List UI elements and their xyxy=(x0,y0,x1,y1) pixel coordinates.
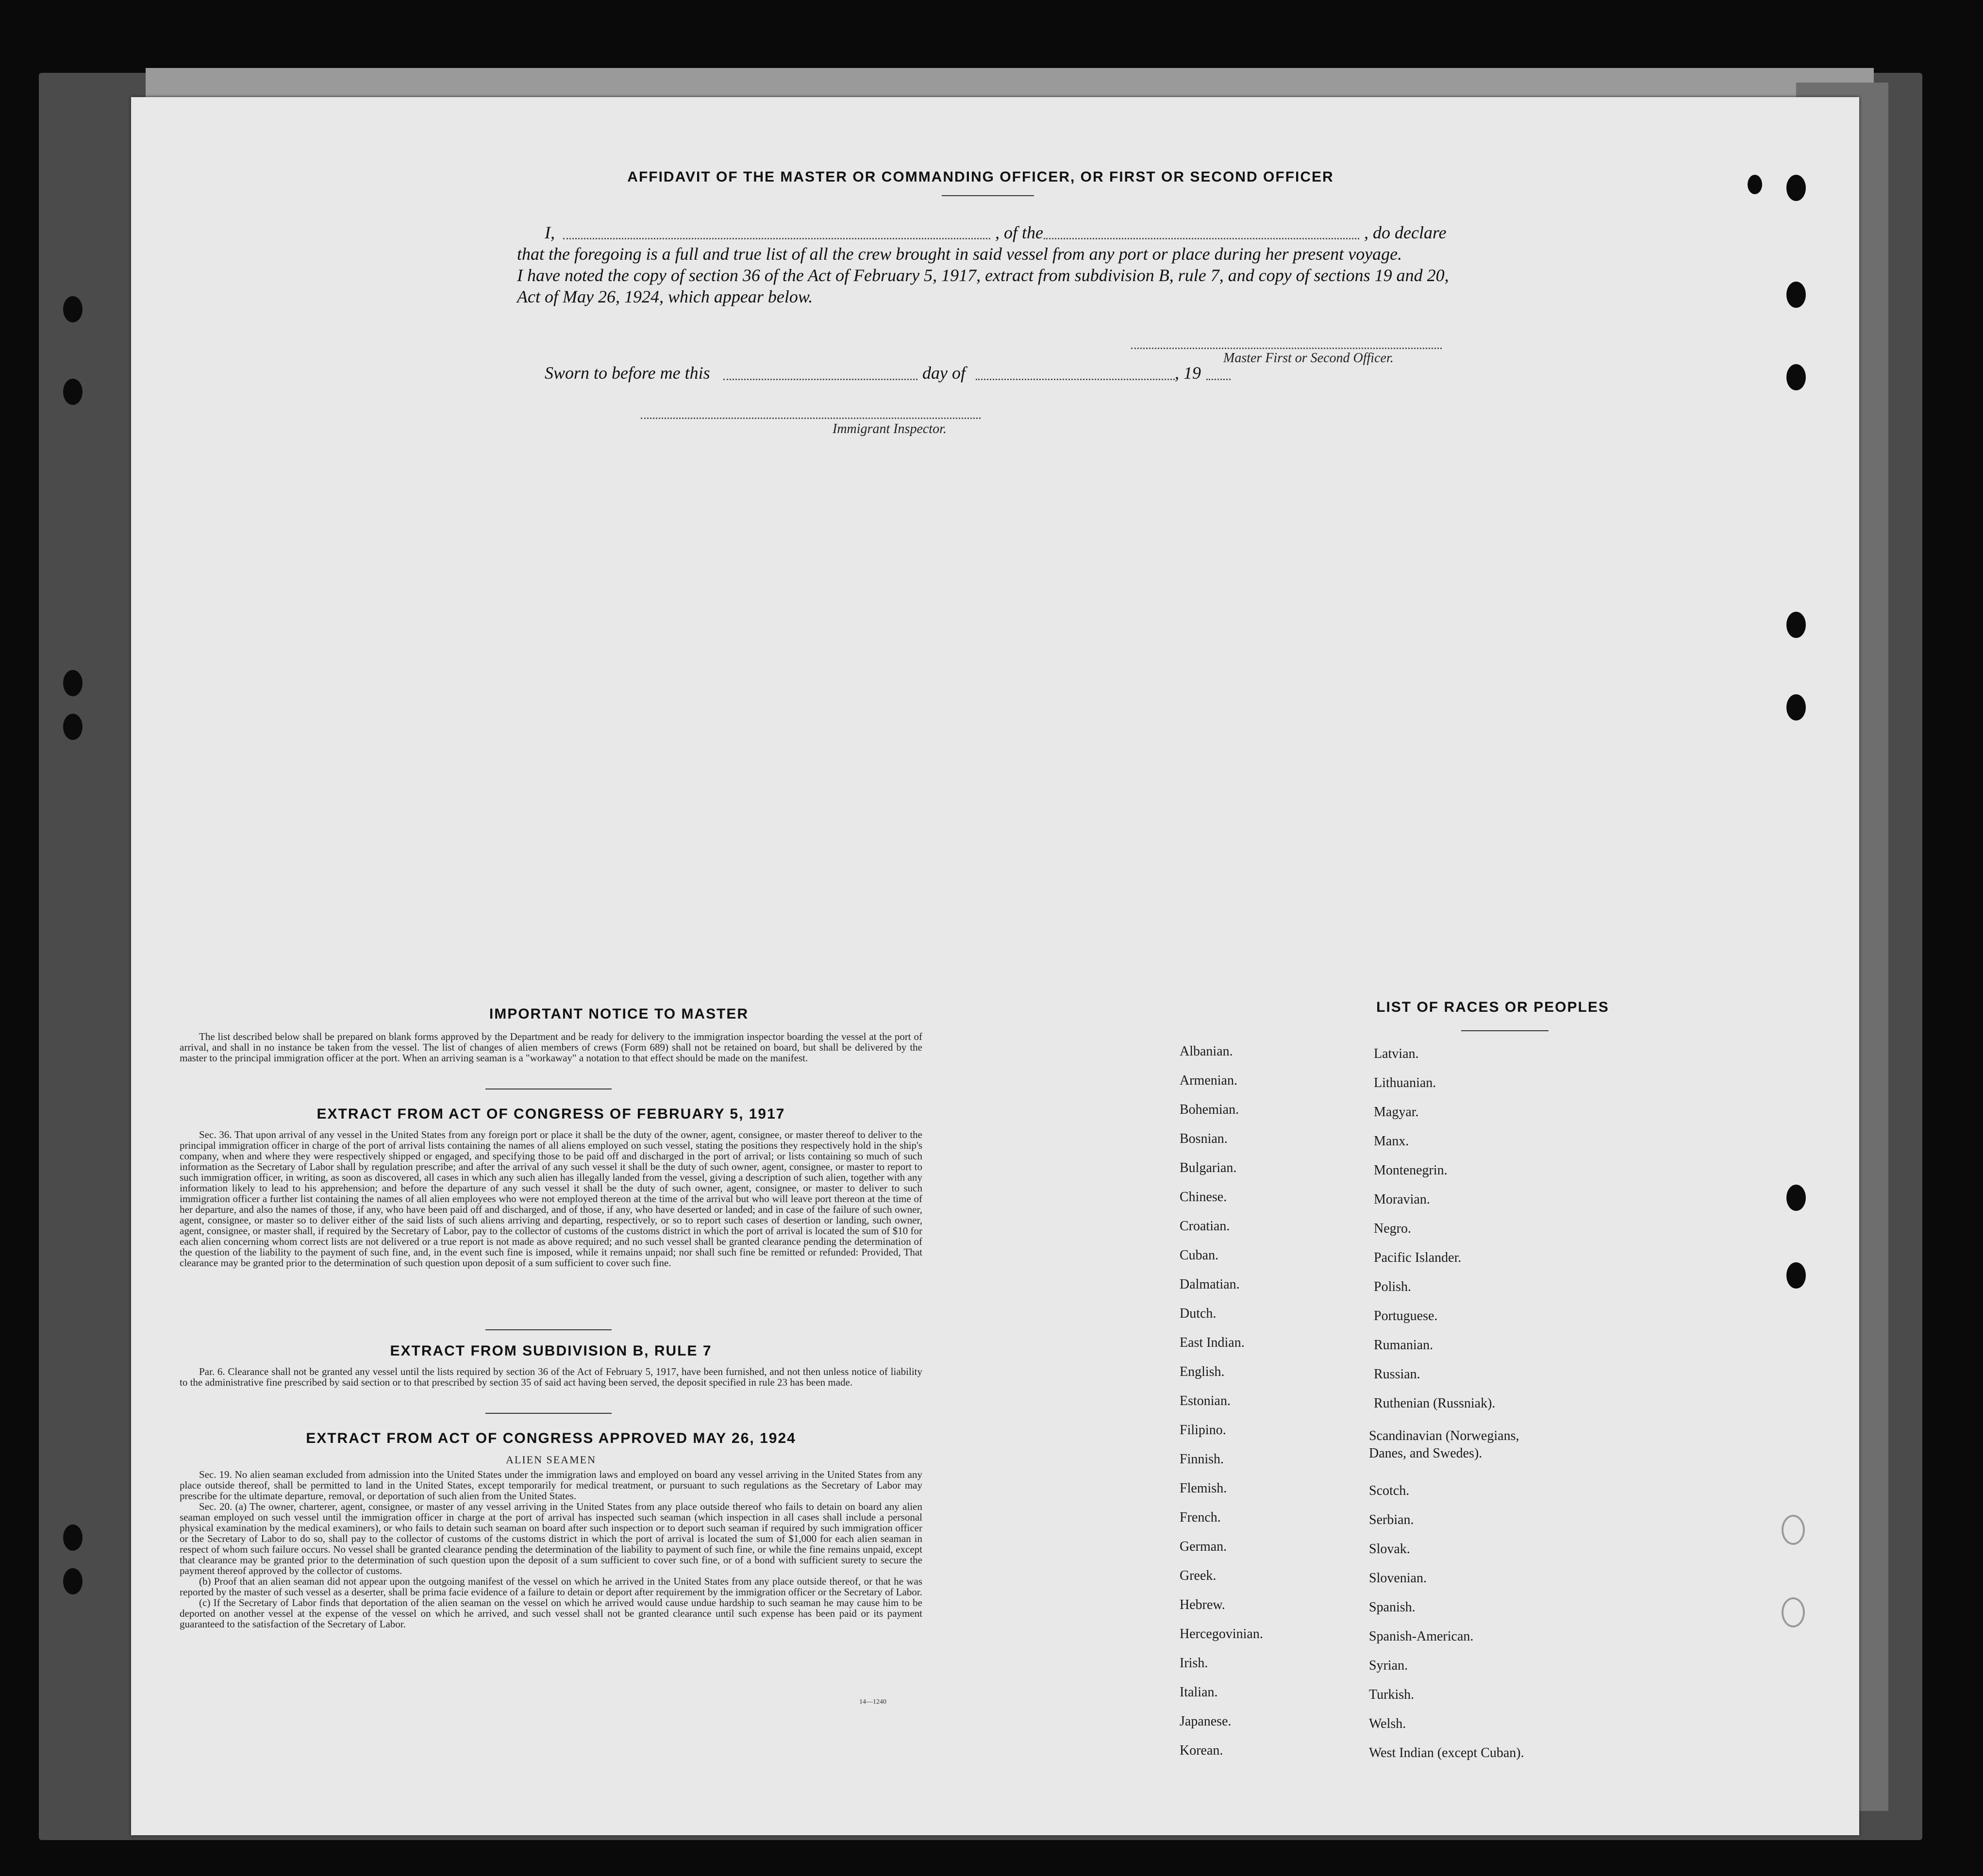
race-item: Lithuanian. xyxy=(1374,1075,1436,1090)
subdivision-b-text: Par. 6. Clearance shall not be granted any vessel until the lists required by section 36 of the Act of February 5, 1917, have been furnished, and not then unless notice of liability to the administrative fine prescribed by said section or to that prescribed by section 35 of said act having been served, the deposit specified in rule 23 has been made. xyxy=(180,1366,922,1388)
race-item: Flemish. xyxy=(1180,1481,1227,1496)
sworn-day-field[interactable] xyxy=(723,379,917,380)
race-item: Cuban. xyxy=(1180,1248,1219,1263)
race-item: Japanese. xyxy=(1180,1714,1232,1729)
master-name-field[interactable] xyxy=(563,238,990,239)
binder-hole xyxy=(63,714,83,740)
vessel-name-field[interactable] xyxy=(1044,238,1359,239)
race-item: Croatian. xyxy=(1180,1219,1230,1234)
race-item: Polish. xyxy=(1374,1279,1412,1294)
sworn-year-field[interactable] xyxy=(1206,379,1231,380)
binder-hole xyxy=(63,296,83,322)
race-item: Hebrew. xyxy=(1180,1597,1225,1612)
race-item: Chinese. xyxy=(1180,1189,1227,1205)
binder-hole xyxy=(1786,1185,1806,1211)
race-item: Scotch. xyxy=(1369,1483,1410,1498)
race-item: English. xyxy=(1180,1364,1225,1379)
notice-title: IMPORTANT NOTICE TO MASTER xyxy=(489,1006,749,1022)
divider xyxy=(485,1329,612,1330)
race-item: Montenegrin. xyxy=(1374,1163,1448,1178)
binder-hole xyxy=(1786,612,1806,638)
inspector-signature-field[interactable] xyxy=(641,418,981,419)
race-item: Filipino. xyxy=(1180,1423,1226,1438)
extract-1917-text: Sec. 36. That upon arrival of any vessel in the United States from any foreign port or place it shall be the duty of the owner, agent, consignee, or master thereof to deliver to the principal immigration officer in charge of the port of arrival lists containing the names of all aliens employed on such vessel, stating the positions they respectively hold in the ship's company, when and where they were respectively shipped or engaged, and specifying those to be paid off and discharged in the port of arrival; or lists containing so much of such information as the Secretary of Labor shall by regulation prescribe; and after the arrival of any such vessel it shall be the duty of such owner, agent, consignee, or master to report to such immigration officer, in writing, as soon as discovered, all cases in which any such alien has illegally landed from the vessel, giving a description of such alien, together with any information likely to lead to his apprehension; and before the departure of any such vessel it shall be the duty of such owner, agent, consignee, or master to deliver to such immigration officer a further list containing the names of all alien employees who were not employed thereon at the time of the arrival but who will leave port thereon at the time of her departure, and also the names of those, if any, who have been paid off and discharged, and of those, if any, who have deserted or landed; and in case of the failure of such owner, agent, consignee, or master so to deliver either of the said lists of such aliens arriving and departing, respectively, or so to report such cases of desertion or landing, such owner, agent, consignee, or master shall, if required by the Secretary of Labor, pay to the collector of customs of the customs district in which the port of arrival is located the sum of $10 for each alien concerning whom correct lists are not delivered or a true report is not made as above required; and no such vessel shall be granted clearance pending the determination of the question of the liability to the payment of such fine, and, in the event such fine is imposed, while it remains unpaid; nor shall such fine be remitted or refunded: Provided, That clearance may be granted prior to the determination of such question upon deposit of a sum sufficient to cover such fine. xyxy=(180,1129,922,1269)
binder-hole xyxy=(1786,694,1806,720)
binder-hole xyxy=(63,670,83,696)
affidavit-i: I, xyxy=(545,223,555,242)
race-item: Bosnian. xyxy=(1180,1131,1228,1146)
divider xyxy=(485,1413,612,1414)
race-item: Moravian. xyxy=(1374,1192,1430,1207)
race-item: Irish. xyxy=(1180,1656,1208,1671)
races-title: LIST OF RACES OR PEOPLES xyxy=(1376,999,1609,1015)
race-item: Finnish. xyxy=(1180,1452,1224,1467)
affidavit-line-4: Act of May 26, 1924, which appear below. xyxy=(517,287,813,306)
affidavit-declare: , do declare xyxy=(1364,223,1447,242)
affidavit-line-2: that the foregoing is a full and true list of all the crew brought in said vessel from any port or place during her present voyage. xyxy=(517,244,1402,264)
extract-1924-text: Sec. 19. No alien seaman excluded from admission into the United States under the immigration laws and employed on board any vessel arriving in the United States from any place outside thereof, shall be permitted to land in the United States, except temporarily for medical treatment, or pursuant to such regulations as the Secretary of Labor may prescribe for the ultimate departure, removal, or deportation of such alien from the United States. Sec. 20. (a) The owner, charterer, agent, consignee, or master of any vessel arriving in the United States from any place outside thereof who fails to detain on board any alien seaman employed on such vessel until the immigration officer in charge at the port of arrival has inspected such seaman (which inspection in all cases shall include a personal physical examination by the medical examiners), or who fails to detain such seaman on board after such inspection or to deport such seaman if required by such immigration officer or the Secretary of Labor to do so, shall pay to the collector of customs of the customs district in which the port of arrival is located the sum of $1,000 for each alien seaman in respect of whom such failure occurs. No vessel shall be granted clearance pending the determination of the liability to payment of such fine, or while the fine remains unpaid, except that clearance may be granted prior to the determination of such question upon the deposit of a sum sufficient to cover such fine, or of a bond with sufficient surety to secure the payment thereof approved by the collector of customs. (b) Proof that an alien seaman did not appear upon the outgoing manifest of the vessel on which he arrived in the United States from any place outside thereof, or that he was reported by the master of such vessel as a deserter, shall be prima facie evidence of a failure to detain or deport after requirement by the immigration officer or the Secretary of Labor. (c) If the Secretary of Labor finds that deportation of the alien seaman on the vessel on which he arrived would cause undue hardship to such seaman he may cause him to be deported on another vessel at the expense of the vessel on which he arrived, and such vessel shall not be granted clearance until such expense has been paid or its payment guaranteed to the satisfaction of the Secretary of Labor. xyxy=(180,1469,922,1630)
subdivision-b-title: EXTRACT FROM SUBDIVISION B, RULE 7 xyxy=(390,1343,712,1359)
race-item: Latvian. xyxy=(1374,1046,1419,1061)
race-item: Dalmatian. xyxy=(1180,1277,1240,1292)
race-item: Negro. xyxy=(1374,1221,1411,1236)
race-item: Pacific Islander. xyxy=(1374,1250,1462,1265)
binder-hole xyxy=(1786,282,1806,308)
extract-1924-title: EXTRACT FROM ACT OF CONGRESS APPROVED MAY 26, 1924 xyxy=(306,1430,796,1446)
race-item: Scandinavian (Norwegians, Danes, and Swedes). xyxy=(1369,1428,1519,1461)
form-number: 14—1240 xyxy=(859,1698,886,1706)
year-prefix: , 19 xyxy=(1175,363,1201,383)
divider xyxy=(1461,1030,1549,1031)
sworn-month-field[interactable] xyxy=(976,379,1175,380)
race-item: Spanish-American. xyxy=(1369,1629,1474,1644)
affidavit-of-the: , of the xyxy=(995,223,1043,242)
affidavit-line-3: I have noted the copy of section 36 of the Act of February 5, 1917, extract from subdivision B, rule 7, and copy of sections 19 and 20, xyxy=(517,266,1449,285)
race-item: Welsh. xyxy=(1369,1716,1406,1731)
race-item: East Indian. xyxy=(1180,1335,1245,1350)
race-item: Magyar. xyxy=(1374,1105,1419,1120)
divider xyxy=(942,195,1034,196)
race-item: Estonian. xyxy=(1180,1393,1231,1408)
race-item: Rumanian. xyxy=(1374,1338,1433,1353)
binder-hole xyxy=(1786,175,1806,201)
race-item: Armenian. xyxy=(1180,1073,1237,1088)
day-of-text: day of xyxy=(922,363,966,383)
binder-hole xyxy=(1786,364,1806,390)
race-item: Italian. xyxy=(1180,1685,1218,1700)
binder-hole xyxy=(1782,1597,1805,1627)
race-item: Albanian. xyxy=(1180,1044,1233,1059)
binder-hole xyxy=(63,379,83,405)
sworn-text: Sworn to before me this xyxy=(545,363,710,383)
extract-1917-title: EXTRACT FROM ACT OF CONGRESS OF FEBRUARY 5, 1917 xyxy=(317,1106,785,1122)
race-item: Syrian. xyxy=(1369,1658,1408,1673)
form-page xyxy=(131,97,1859,1835)
race-item: Slovak. xyxy=(1369,1541,1410,1557)
alien-seamen-subtitle: ALIEN SEAMEN xyxy=(506,1454,596,1466)
race-item: Greek. xyxy=(1180,1568,1216,1583)
race-item: Korean. xyxy=(1180,1743,1223,1758)
master-signature-field[interactable] xyxy=(1131,348,1442,349)
binder-hole xyxy=(1748,175,1762,194)
race-item: Dutch. xyxy=(1180,1306,1216,1321)
race-item: Spanish. xyxy=(1369,1600,1416,1615)
binder-hole xyxy=(1786,1262,1806,1289)
race-item: Portuguese. xyxy=(1374,1308,1438,1323)
notice-text: The list described below shall be prepared on blank forms approved by the Department and be ready for delivery to the immigration inspector boarding the vessel at the port of arrival, and shall in no instance be taken from the vessel. The list of changes of alien members of crews (Form 689) shall not be retained on board, but shall be delivered by the master to the principal immigration officer at the port. When an arriving seaman is a "workaway" a notation to that effect should be made on the manifest. xyxy=(180,1031,922,1064)
race-item: Slovenian. xyxy=(1369,1571,1427,1586)
binder-hole xyxy=(63,1524,83,1551)
race-item: Bulgarian. xyxy=(1180,1160,1237,1175)
binder-hole xyxy=(1782,1515,1805,1545)
race-item: Turkish. xyxy=(1369,1687,1415,1702)
race-item: Ruthenian (Russniak). xyxy=(1374,1396,1496,1411)
master-signature-label: Master First or Second Officer. xyxy=(1223,351,1394,366)
inspector-signature-label: Immigrant Inspector. xyxy=(833,421,947,436)
race-item: Russian. xyxy=(1374,1367,1420,1382)
race-item: German. xyxy=(1180,1539,1227,1554)
binder-hole xyxy=(63,1568,83,1594)
affidavit-title: AFFIDAVIT OF THE MASTER OR COMMANDING OFFICER, OR FIRST OR SECOND OFFICER xyxy=(627,169,1334,185)
race-item: Bohemian. xyxy=(1180,1102,1239,1117)
race-item: Serbian. xyxy=(1369,1512,1414,1527)
race-item: French. xyxy=(1180,1510,1221,1525)
race-item: Manx. xyxy=(1374,1134,1409,1149)
race-item: Hercegovinian. xyxy=(1180,1626,1263,1642)
race-item: West Indian (except Cuban). xyxy=(1369,1745,1524,1760)
